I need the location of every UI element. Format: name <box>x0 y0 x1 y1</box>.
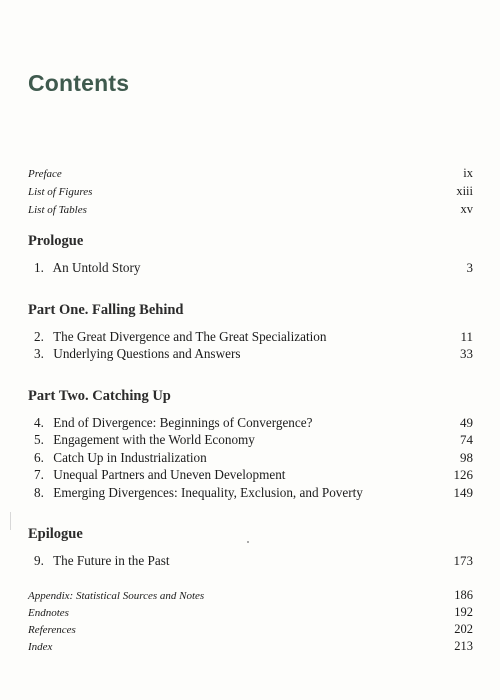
chapter-title: Unequal Partners and Uneven Development <box>53 467 286 482</box>
chapter-entry[interactable] <box>34 346 473 362</box>
entry-label: List of Tables <box>28 204 87 216</box>
front-matter-entry[interactable] <box>28 184 473 199</box>
entry-page: 186 <box>454 588 473 602</box>
front-matter-entry[interactable] <box>28 202 473 217</box>
section-heading: Part One. Falling Behind <box>28 302 184 318</box>
chapter-page: 98 <box>460 450 473 465</box>
chapter-page: 173 <box>453 553 473 568</box>
chapter-title: Underlying Questions and Answers <box>53 346 241 361</box>
chapter-entry[interactable] <box>34 260 473 276</box>
chapter-number: 2. <box>34 329 44 344</box>
chapter-page: 74 <box>460 432 473 447</box>
chapter-title: Engagement with the World Economy <box>53 432 255 447</box>
entry-page: xiii <box>456 184 473 198</box>
chapter-entry[interactable] <box>34 450 473 466</box>
back-matter-entry[interactable] <box>28 639 473 654</box>
chapter-title: Catch Up in Industrialization <box>53 450 207 465</box>
chapter-entry[interactable] <box>34 553 473 569</box>
chapter-title: The Future in the Past <box>53 553 170 568</box>
chapter-page: 3 <box>466 260 473 275</box>
chapter-number: 6. <box>34 450 44 465</box>
front-matter-entry[interactable] <box>28 166 473 181</box>
scan-speck <box>247 541 249 543</box>
entry-label: References <box>28 624 76 636</box>
entry-page: 202 <box>454 622 473 636</box>
chapter-title: The Great Divergence and The Great Specialization <box>53 329 327 344</box>
section-heading: Prologue <box>28 233 84 249</box>
chapter-page: 49 <box>460 415 473 430</box>
chapter-number: 5. <box>34 432 44 447</box>
entry-page: 192 <box>454 605 473 619</box>
chapter-number: 3. <box>34 346 44 361</box>
chapter-page: 149 <box>453 485 473 500</box>
entry-page: xv <box>460 202 473 216</box>
chapter-title: An Untold Story <box>52 260 141 275</box>
chapter-number: 4. <box>34 415 44 430</box>
chapter-number: 8. <box>34 485 44 500</box>
chapter-entry[interactable] <box>34 432 473 448</box>
entry-label: Index <box>28 641 53 653</box>
page-title: Contents <box>28 70 130 96</box>
chapter-page: 11 <box>460 329 473 344</box>
chapter-entry[interactable] <box>34 467 473 483</box>
section-heading: Epilogue <box>28 526 83 542</box>
back-matter-entry[interactable] <box>28 588 473 603</box>
chapter-page: 33 <box>460 346 473 361</box>
chapter-title: End of Divergence: Beginnings of Convergence? <box>53 415 313 430</box>
chapter-number: 7. <box>34 467 44 482</box>
scan-mark <box>10 512 11 530</box>
entry-label: List of Figures <box>28 186 93 198</box>
chapter-title: Emerging Divergences: Inequality, Exclusion, and Poverty <box>53 485 363 500</box>
entry-label: Endnotes <box>28 607 69 619</box>
back-matter-entry[interactable] <box>28 605 473 620</box>
entry-label: Appendix: Statistical Sources and Notes <box>28 590 205 602</box>
chapter-entry[interactable] <box>34 415 473 431</box>
chapter-number: 1. <box>34 260 44 275</box>
chapter-entry[interactable] <box>34 485 473 501</box>
section-heading: Part Two. Catching Up <box>28 388 171 404</box>
entry-page: ix <box>463 166 473 180</box>
chapter-number: 9. <box>34 553 44 568</box>
entry-label: Preface <box>28 168 62 180</box>
chapter-entry[interactable] <box>34 329 473 345</box>
chapter-page: 126 <box>453 467 473 482</box>
back-matter-entry[interactable] <box>28 622 473 637</box>
entry-page: 213 <box>454 639 473 653</box>
